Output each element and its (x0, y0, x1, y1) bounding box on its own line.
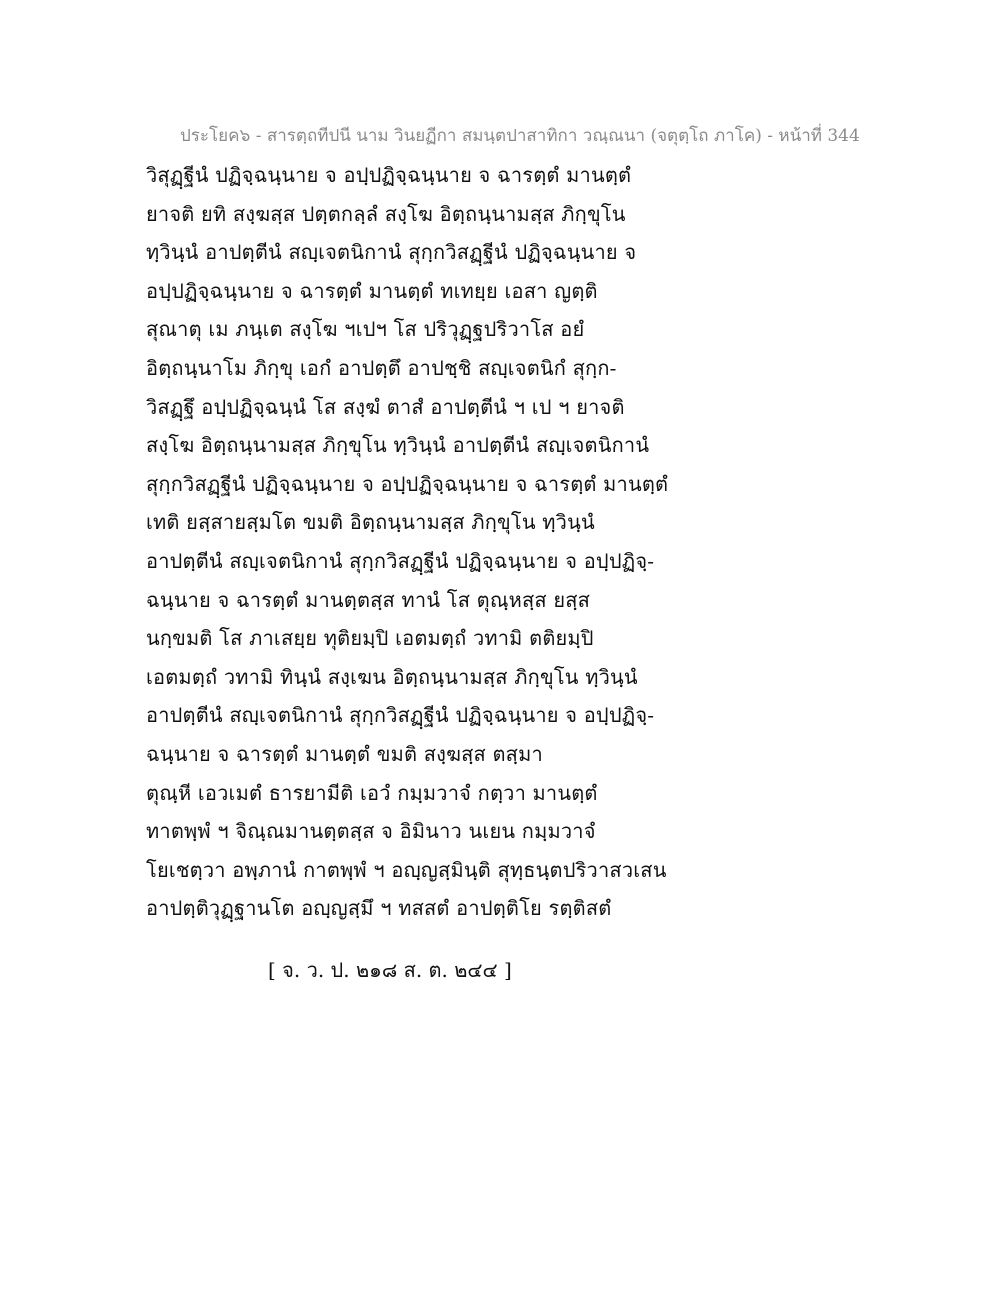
text-line: สุณาตุ เม ภนฺเต สงฺโฆ ฯเปฯ โส ปริวุฏฺฐปริวาโส อยํ (146, 317, 585, 342)
text-line: ตุณฺหี เอวเมตํ ธารยามีติ เอวํ กมฺมวาจํ กตฺวา มานตฺตํ (146, 780, 598, 805)
source-reference: [ จ. ว. ป. ๒๑๘ ส. ต. ๒๔๔ ] (268, 958, 512, 982)
text-line: สุกฺกวิสฏฺฐีนํ ปฏิจฺฉนฺนาย จ อปฺปฏิจฺฉนฺนาย จ ฉารตฺตํ มานตฺตํ (146, 471, 669, 496)
text-line: วิสุฏฺฐีนํ ปฏิจฺฉนฺนาย จ อปฺปฏิจฺฉนฺนาย จ ฉารตฺตํ มานตฺตํ (146, 163, 632, 187)
text-line: เทติ ยสฺสายสฺมโต ขมติ อิตฺถนฺนามสฺส ภิกฺขุโน ทฺวินฺนํ (146, 510, 595, 535)
text-line: อาปตฺตีนํ สญฺเจตนิกานํ สุกฺกวิสฏฺฐีนํ ปฏิจฺฉนฺนาย จ อปฺปฏิจฺ- (146, 703, 655, 728)
text-line: อาปตฺติวุฏฺฐานโต อญฺญสฺมึ ฯ ทสสตํ อาปตฺติโย รตฺติสตํ (146, 896, 612, 921)
text-line: สงฺโฆ อิตฺถนฺนามสฺส ภิกฺขุโน ทฺวินฺนํ อาปตฺตีนํ สญฺเจตนิกานํ (146, 433, 650, 458)
running-header: ประโยค๖ - สารตฺถทีปนี นาม วินยฏีกา สมนฺตปาสาทิกา วณฺณนา (จตุตฺโถ ภาโค) - หน้าที่ 344 (180, 126, 860, 146)
text-line: อาปตฺตีนํ สญฺเจตนิกานํ สุกฺกวิสฏฺฐีนํ ปฏิจฺฉนฺนาย จ อปฺปฏิจฺ- (146, 548, 655, 573)
text-line: ยาจติ ยทิ สงฺฆสฺส ปตฺตกลฺลํ สงฺโฆ อิตฺถนฺนามสฺส ภิกฺขุโน (146, 201, 626, 226)
text-line: อิตฺถนฺนาโม ภิกฺขุ เอกํ อาปตฺตึ อาปชฺชิ สญฺเจตนิกํ สุกฺก- (146, 355, 617, 380)
text-line: โยเชตฺวา อพฺภานํ กาตพฺพํ ฯ อญฺญสฺมินฺติ สุทฺธนฺตปริวาสวเสน (146, 857, 667, 882)
text-line: เอตมตฺถํ วทามิ ทินฺนํ สงฺเฆน อิตฺถนฺนามสฺส ภิกฺขุโน ทฺวินฺนํ (146, 664, 638, 689)
body-text (146, 156, 706, 928)
text-line: อปฺปฏิจฺฉนฺนาย จ ฉารตฺตํ มานตฺตํ ทเทยฺย เอสา ญตฺติ (146, 278, 598, 303)
text-line: นกฺขมติ โส ภาเสยฺย ทุติยมฺปิ เอตมตฺถํ วทามิ ตติยมฺปิ (146, 626, 594, 651)
text-line: ฉนฺนาย จ ฉารตฺตํ มานตฺตํ ขมติ สงฺฆสฺส ตสฺมา (146, 741, 543, 766)
text-line: ทาตพฺพํ ฯ จิณฺณมานตฺตสฺส จ อิมินาว นเยน กมฺมวาจํ (146, 819, 596, 844)
text-line: ทฺวินฺนํ อาปตฺตีนํ สญฺเจตนิกานํ สุกฺกวิสฏฺฐีนํ ปฏิจฺฉนฺนาย จ (146, 240, 637, 265)
text-line: ฉนฺนาย จ ฉารตฺตํ มานตฺตสฺส ทานํ โส ตุณฺหสฺส ยสฺส (146, 587, 591, 612)
text-line: วิสฏฺฐึ อปฺปฏิจฺฉนฺนํ โส สงฺฆํ ตาสํ อาปตฺตีนํ ฯ เป ฯ ยาจติ (146, 394, 625, 419)
